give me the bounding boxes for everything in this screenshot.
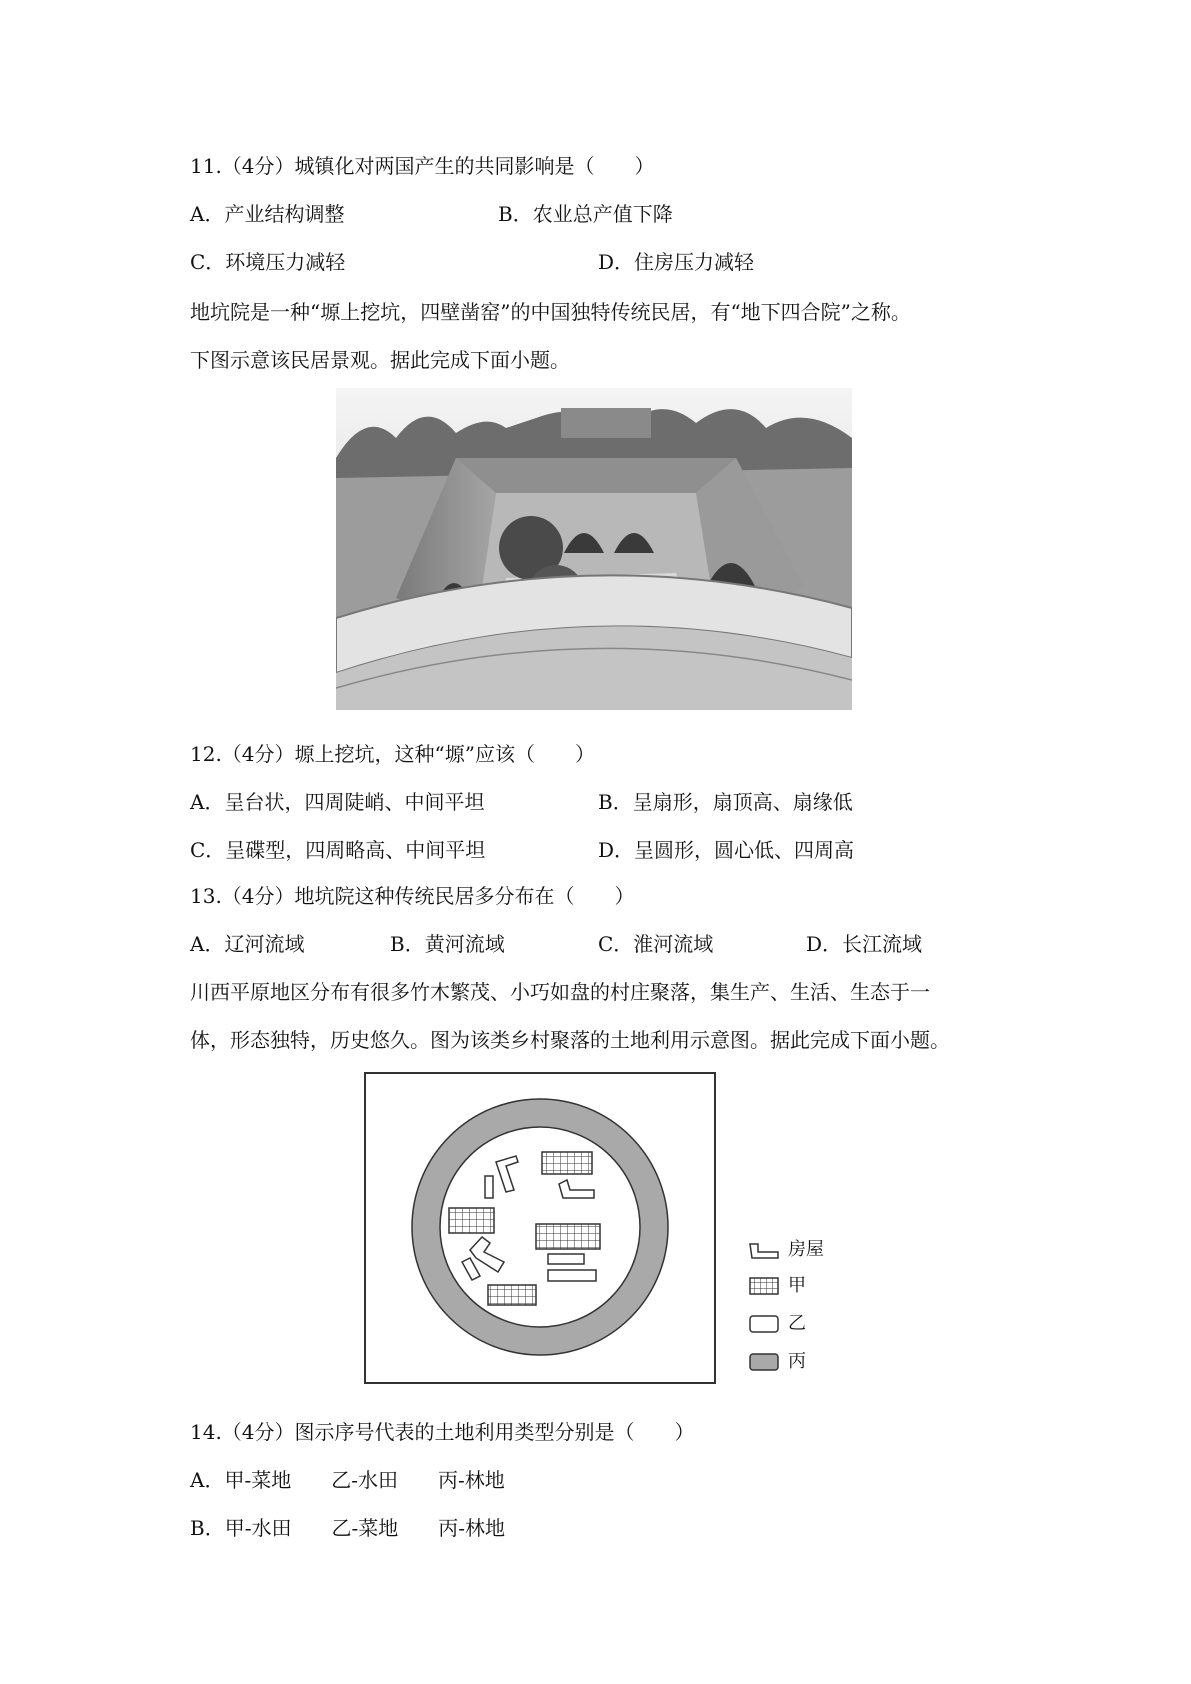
legend-row-house (748, 1238, 824, 1262)
legend-bing-label: 丙 (788, 1351, 806, 1372)
passage1-line2: 下图示意该民居景观。据此完成下面小题。 (190, 348, 570, 372)
yi-plot (548, 1254, 584, 1264)
q11-option-c: C．环境压力减轻 (190, 250, 346, 274)
q12-option-a: A．呈台状，四周陡峭、中间平坦 (190, 790, 485, 814)
legend-house-label: 房屋 (788, 1239, 824, 1260)
passage2-line1: 川西平原地区分布有很多竹木繁茂、小巧如盘的村庄聚落，集生产、生活、生态于一 (190, 980, 930, 1004)
q12-option-d: D．呈圆形，圆心低、四周高 (598, 838, 855, 862)
legend-yi-label: 乙 (788, 1313, 806, 1334)
q13-option-b: B．黄河流域 (390, 932, 505, 956)
passage2-line2: 体，形态独特，历史悠久。图为该类乡村聚落的土地利用示意图。据此完成下面小题。 (190, 1028, 950, 1052)
q11-stem: 11.（4分）城镇化对两国产生的共同影响是（ ） (190, 154, 655, 178)
yi-plot (548, 1270, 596, 1281)
q12-stem: 12.（4分）塬上挖坑，这种“塬”应该（ ） (190, 742, 595, 766)
q13-option-c: C．淮河流域 (598, 932, 714, 956)
q13-option-a: A．辽河流域 (190, 932, 305, 956)
house-shape (485, 1176, 493, 1198)
legend-row-bing (748, 1350, 806, 1374)
house-legend-icon (748, 1240, 782, 1260)
land-use-diagram (364, 1072, 716, 1384)
jia-plot (488, 1285, 536, 1305)
jia-plot (536, 1224, 600, 1249)
q13-stem: 13.（4分）地坑院这种传统民居多分布在（ ） (190, 884, 635, 908)
q14-option-b: B．甲-水田 乙-菜地 丙-林地 (190, 1516, 505, 1540)
dikengyuan-photo (336, 388, 852, 710)
legend-jia-label: 甲 (788, 1275, 806, 1296)
q12-option-b: B．呈扇形，扇顶高、扇缘低 (598, 790, 853, 814)
q14-stem: 14.（4分）图示序号代表的土地利用类型分别是（ ） (190, 1420, 695, 1444)
passage1-line1: 地坑院是一种“塬上挖坑，四壁凿窑”的中国独特传统民居，有“地下四合院”之称。 (190, 300, 911, 324)
q12-option-c: C．呈碟型，四周略高、中间平坦 (190, 838, 486, 862)
jia-legend-icon (748, 1276, 782, 1296)
diagram-legend (748, 1238, 868, 1378)
bing-legend-icon (748, 1352, 782, 1372)
q14-option-a: A．甲-菜地 乙-水田 丙-林地 (190, 1468, 505, 1492)
q11-option-b: B．农业总产值下降 (498, 202, 673, 226)
legend-row-jia (748, 1274, 806, 1298)
yi-legend-icon (748, 1314, 782, 1334)
q11-option-a: A．产业结构调整 (190, 202, 345, 226)
legend-row-yi (748, 1312, 806, 1336)
q13-option-d: D．长江流域 (806, 932, 923, 956)
jia-plot (542, 1152, 592, 1174)
q11-option-d: D．住房压力减轻 (598, 250, 755, 274)
jia-plot (449, 1208, 494, 1233)
